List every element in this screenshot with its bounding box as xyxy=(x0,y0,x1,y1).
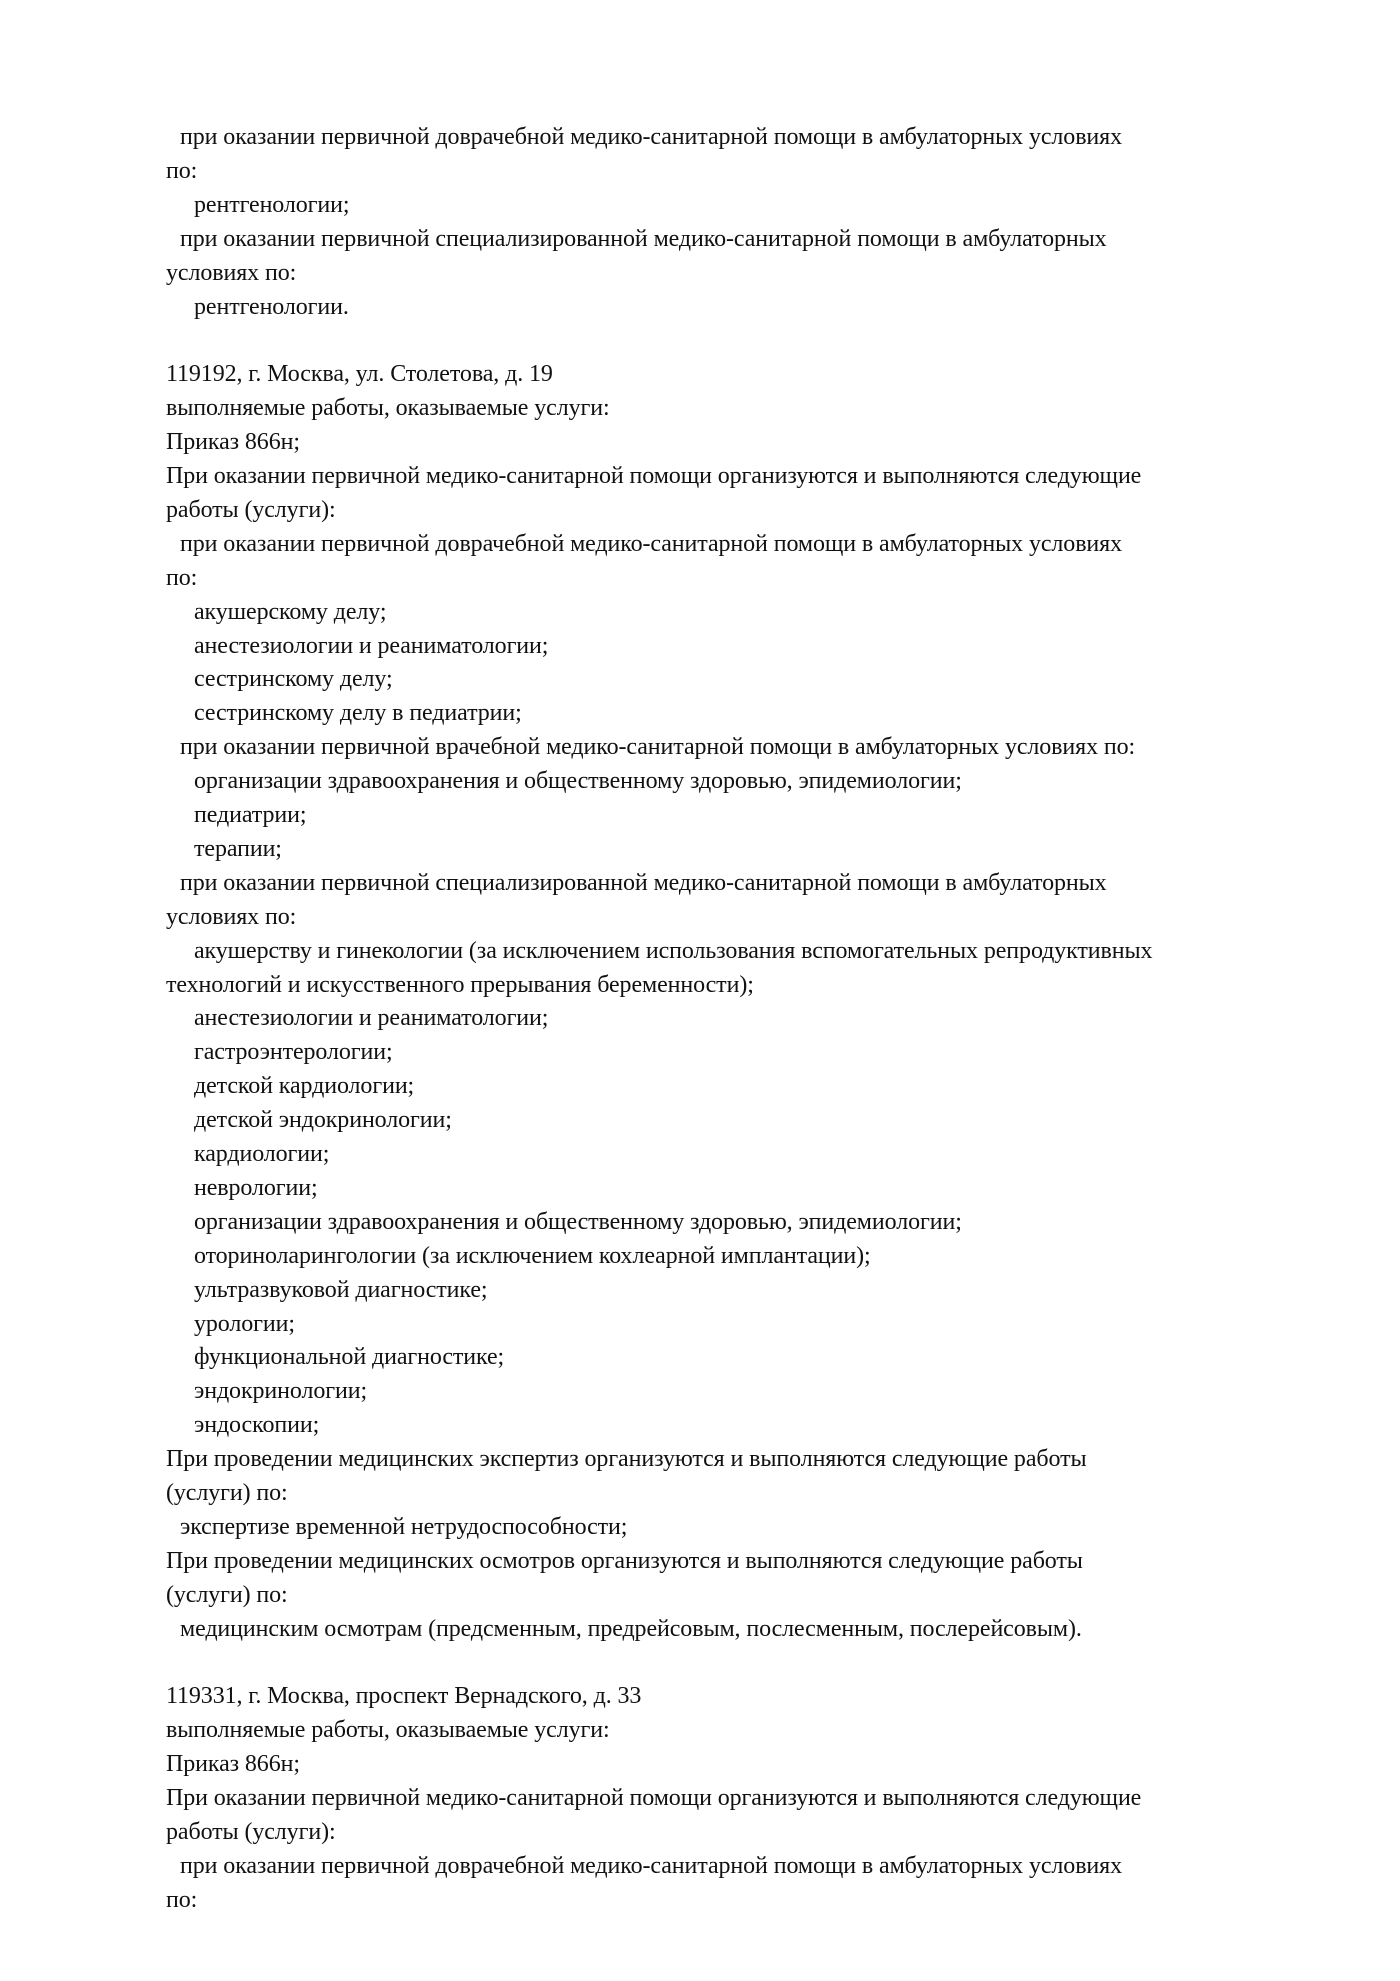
document-line: детской кардиологии; xyxy=(194,1073,415,1100)
document-line: акушерскому делу; xyxy=(194,598,387,625)
document-line: 119331, г. Москва, проспект Вернадского, д. 33 xyxy=(166,1683,642,1710)
document-line: экспертизе временной нетрудоспособности; xyxy=(180,1513,628,1540)
document-line: организации здравоохранения и общественному здоровью, эпидемиологии; xyxy=(194,1208,962,1235)
document-line: ультразвуковой диагностике; xyxy=(194,1276,488,1303)
document-line: эндоскопии; xyxy=(194,1412,320,1439)
document-line: функциональной диагностике; xyxy=(194,1344,505,1371)
document-line: организации здравоохранения и общественному здоровью, эпидемиологии; xyxy=(194,768,962,795)
document-line: работы (услуги): xyxy=(166,496,336,523)
document-line: При оказании первичной медико-санитарной помощи организуются и выполняются следующие xyxy=(166,463,1142,489)
document-line: работы (услуги): xyxy=(166,1819,336,1845)
document-line: условиях по: xyxy=(166,259,297,286)
document-line: сестринскому делу; xyxy=(194,666,393,693)
document-line: медицинским осмотрам (предсменным, предрейсовым, послесменным, послерейсовым). xyxy=(180,1615,1082,1642)
document-line: при оказании первичной доврачебной медико-санитарной помощи в амбулаторных условиях xyxy=(180,1852,1123,1879)
document-line: при оказании первичной доврачебной медико-санитарной помощи в амбулаторных условиях xyxy=(180,530,1123,557)
document-line: анестезиологии и реаниматологии; xyxy=(194,632,549,659)
document-line: (услуги) по: xyxy=(166,1480,288,1506)
document-line: рентгенологии; xyxy=(194,191,350,218)
document-line: При проведении медицинских экспертиз организуются и выполняются следующие работы xyxy=(166,1446,1087,1473)
document-line: оториноларингологии (за исключением кохлеарной имплантации); xyxy=(194,1242,871,1269)
document-line: при оказании первичной доврачебной медико-санитарной помощи в амбулаторных условиях xyxy=(180,124,1123,150)
document-line: (услуги) по: xyxy=(166,1581,288,1608)
document-line: при оказании первичной специализированной медико-санитарной помощи в амбулаторных xyxy=(180,869,1107,896)
document-line: условиях по: xyxy=(166,903,297,930)
document-line: сестринскому делу в педиатрии; xyxy=(194,700,522,727)
document-line: педиатрии; xyxy=(194,802,307,828)
document-line: анестезиологии и реаниматологии; xyxy=(194,1005,549,1032)
document-line: выполняемые работы, оказываемые услуги: xyxy=(166,395,610,422)
document-line: неврологии; xyxy=(194,1174,318,1201)
document-line: При проведении медицинских осмотров организуются и выполняются следующие работы xyxy=(166,1547,1083,1574)
document-line: терапии; xyxy=(194,835,282,862)
document-line: при оказании первичной специализированной медико-санитарной помощи в амбулаторных xyxy=(180,225,1107,252)
document-line: кардиологии; xyxy=(194,1141,330,1167)
document-line: При оказании первичной медико-санитарной помощи организуются и выполняются следующие xyxy=(166,1785,1142,1812)
document-line: урологии; xyxy=(194,1310,295,1337)
document-line: эндокринологии; xyxy=(194,1378,368,1405)
document-line: 119192, г. Москва, ул. Столетова, д. 19 xyxy=(166,361,553,388)
document-line: при оказании первичной врачебной медико-санитарной помощи в амбулаторных условиях по: xyxy=(180,734,1136,761)
document-line: Приказ 866н; xyxy=(166,429,300,456)
document-line: детской эндокринологии; xyxy=(194,1107,452,1134)
document-line: по: xyxy=(166,1886,198,1913)
document-line: технологий и искусственного прерывания беременности); xyxy=(166,971,754,998)
document-line: по: xyxy=(166,564,198,591)
document-line: акушерству и гинекологии (за исключением использования вспомогательных репродуктивных xyxy=(194,937,1153,964)
document-line: Приказ 866н; xyxy=(166,1751,300,1778)
document-line: выполняемые работы, оказываемые услуги: xyxy=(166,1717,610,1744)
document-line: гастроэнтерологии; xyxy=(194,1039,393,1066)
document-line: по: xyxy=(166,157,198,184)
document-line: рентгенологии. xyxy=(194,293,349,320)
